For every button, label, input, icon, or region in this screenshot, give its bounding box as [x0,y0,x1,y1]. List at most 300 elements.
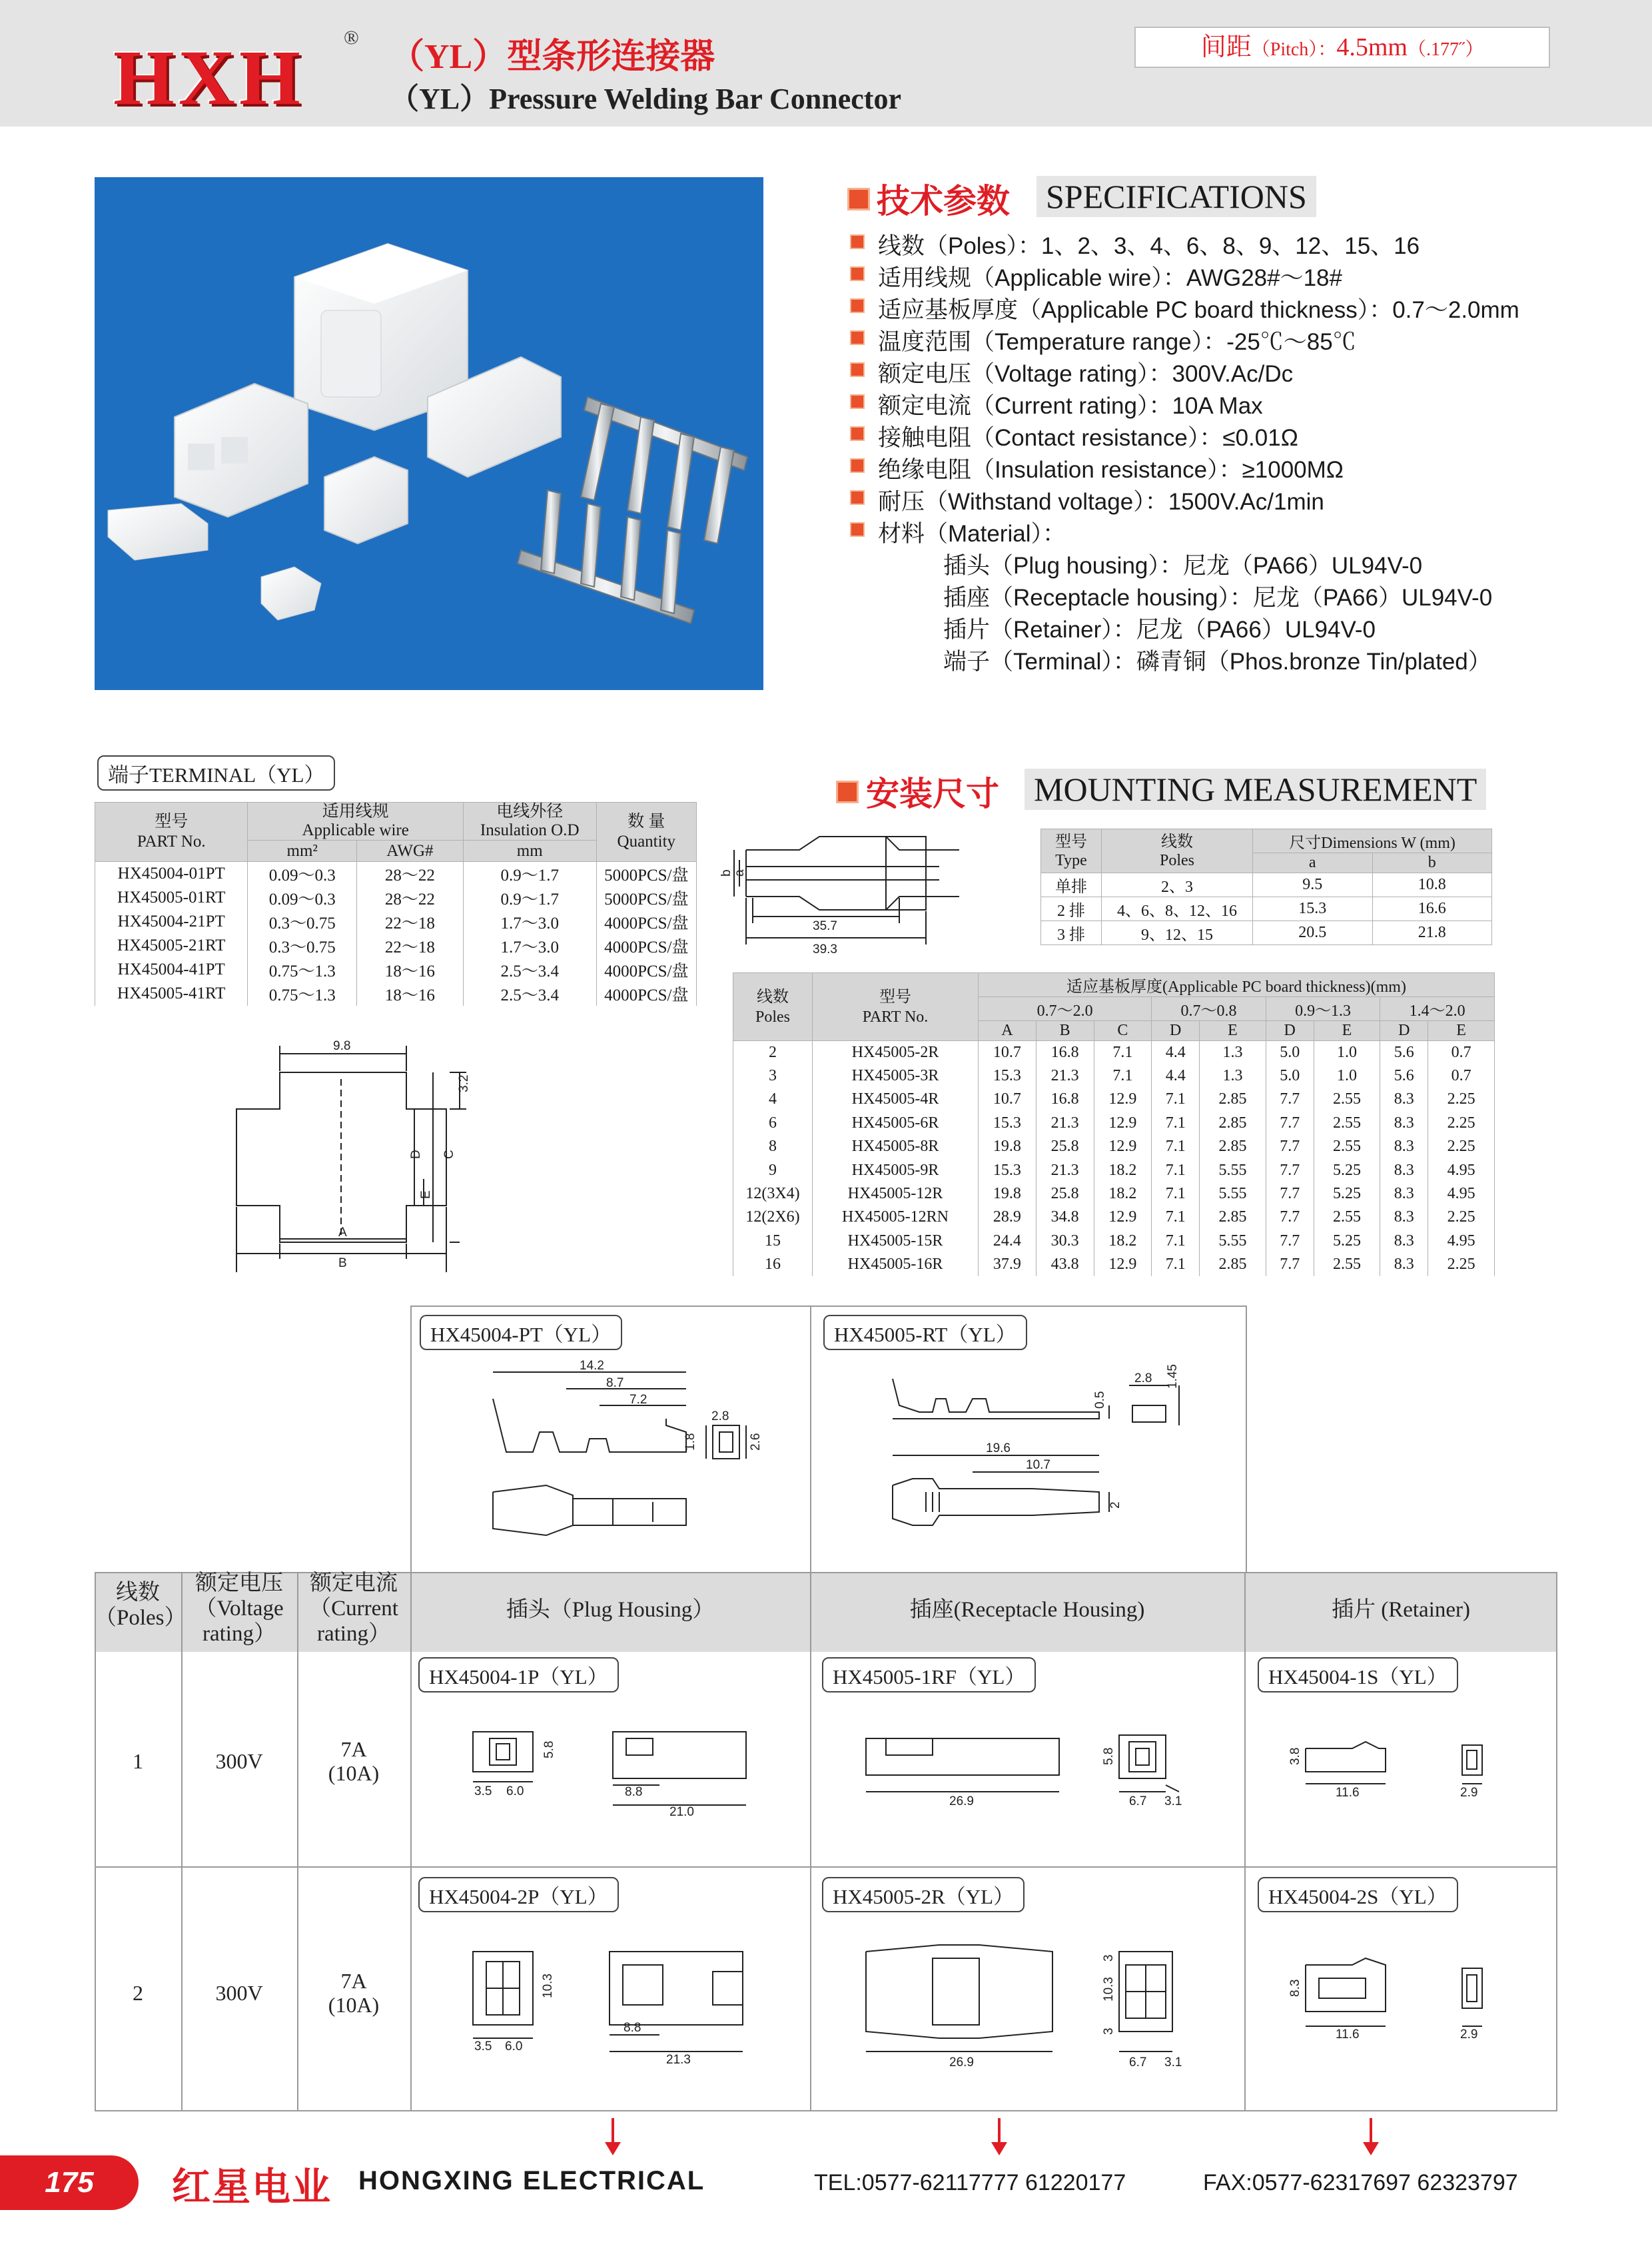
table-cell: 0.09～0.3 [248,862,357,887]
pitch-badge [1134,27,1550,68]
rt-dim-10.7: 10.7 [1026,1458,1050,1472]
table-cell: 8.3 [1380,1182,1428,1206]
table-cell: 7.7 [1266,1112,1314,1135]
rt-dim-0.5: 0.5 [1093,1391,1107,1409]
table-cell: 8.3 [1380,1088,1428,1111]
row1-receptacle-label: HX45005-1RF（YL） [822,1657,1036,1692]
table-row [733,1112,1495,1135]
table-cell: 5.0 [1266,1064,1314,1088]
table-cell: 7.7 [1266,1230,1314,1253]
row2-retainer-drawing [1286,1945,1525,2052]
table-cell: HX45005-15R [813,1230,979,1253]
pitch-value: 4.5mm [1336,33,1408,61]
products-header-voltage-cn: 额定电压 [195,1571,283,1595]
pcb-header-range-2: 0.9～1.3 [1266,997,1380,1021]
row1-plug-dim-4: 21.0 [669,1805,694,1818]
table-cell: 4、6、8、12、16 [1102,897,1253,921]
products-header-poles-en: （Poles） [95,1606,187,1630]
pcb-thickness-table [733,972,1495,1276]
table-cell: 7.7 [1266,1182,1314,1206]
pitch-label: （Pitch）： [1251,39,1337,60]
table-cell: 5000PCS/盘 [596,886,696,910]
table-cell: 2.25 [1428,1088,1495,1111]
table-cell: 1.3 [1200,1041,1266,1064]
table-cell: 0.7 [1428,1064,1495,1088]
side-dim-b: b [719,869,733,877]
row1-retainer-drawing [1286,1732,1525,1812]
layout-dim-3.2: 3.2 [457,1074,471,1092]
table-cell: 12(2X6) [733,1206,813,1229]
row2-voltage: 300V [215,1981,263,2005]
table-cell: 18.2 [1094,1182,1152,1206]
page-title-cn: （YL）型条形连接器 [390,38,715,76]
pcb-column-header: D [1266,1021,1314,1041]
table-cell: 5.0 [1266,1041,1314,1064]
row1-rec-dim-2: 6.7 [1129,1794,1147,1808]
terminal-header-mm2: mm² [248,841,357,862]
terminal-table [95,802,697,1006]
layout-dim-9.8: 9.8 [333,1039,351,1053]
table-cell: 18～16 [356,982,463,1006]
table-cell: 4000PCS/盘 [596,982,696,1006]
table-cell: 2.55 [1314,1112,1380,1135]
products-header-voltage [181,1571,297,1647]
pcb-header-range-3: 1.4～2.0 [1380,997,1495,1021]
spec-title-en: SPECIFICATIONS [1036,176,1316,217]
material-plug: 插头（Plug housing）：尼龙（PA66）UL94V-0 [943,553,1423,579]
table-cell: 8 [733,1135,813,1158]
row2-rec-dim-1: 10.3 [1102,1977,1116,2002]
table-cell: 8.3 [1380,1206,1428,1229]
table-cell: 2 排 [1041,897,1102,921]
pcb-column-header: C [1094,1021,1152,1041]
table-cell: 5.25 [1314,1230,1380,1253]
table-row [1041,897,1492,921]
table-row [733,1064,1495,1088]
spec-bullet [850,330,865,345]
dims-header-type [1041,829,1102,873]
terminal-header-wire-cn: 适用线规 [322,803,389,821]
side-dim-a: a [733,869,747,877]
table-cell: 16.8 [1036,1088,1094,1111]
table-cell: 4.95 [1428,1158,1495,1182]
table-cell: HX45005-21RT [95,934,248,958]
table-cell: 10.7 [979,1088,1036,1111]
table-cell: 15.3 [1253,897,1373,921]
table-row [733,1158,1495,1182]
table-cell: 2.25 [1428,1206,1495,1229]
table-cell: 单排 [1041,873,1102,897]
table-row [733,1230,1495,1253]
products-header-current-en1: （Current [309,1597,398,1621]
table-row [95,910,697,934]
page-title-en: （YL）Pressure Welding Bar Connector [390,83,901,115]
side-dim-39.3: 39.3 [813,942,837,956]
row2-ret-dim-0: 8.3 [1288,1979,1302,1997]
spec-bullet [850,362,865,377]
terminal-header-part-cn: 型号 [155,813,189,831]
spec-item-temperature: 温度范围（Temperature range）：-25℃～85℃ [878,329,1356,355]
terminal-header-wire [248,803,463,841]
registered-mark: ® [344,27,359,49]
products-header-voltage-en1: （Voltage [195,1597,284,1621]
dims-header-poles [1102,829,1253,873]
material-terminal: 端子（Terminal）：磷青铜（Phos.bronze Tin/plated） [943,649,1491,675]
products-header-voltage-en2: rating） [203,1622,276,1646]
material-receptacle: 插座（Receptacle housing）：尼龙（PA66）UL94V-0 [943,585,1493,611]
table-cell: 2.85 [1200,1112,1266,1135]
table-cell: 12.9 [1094,1112,1152,1135]
spec-section-marker [847,188,870,210]
table-cell: 2.25 [1428,1253,1495,1276]
rt-dim-2: 2 [1108,1501,1122,1509]
pcb-header-range-0: 0.7～2.0 [979,997,1152,1021]
dims-header-poles-cn: 线数 [1161,833,1193,851]
dimensions-table [1040,829,1492,945]
table-cell: HX45005-12RN [813,1206,979,1229]
table-cell: 10.8 [1372,873,1492,897]
table-row [733,1041,1495,1064]
pcb-column-header: A [979,1021,1036,1041]
pcb-header-range-1: 0.7～0.8 [1152,997,1266,1021]
table-cell: HX45005-41RT [95,982,248,1006]
row1-current-max: (10A) [328,1761,380,1785]
table-cell: HX45005-01RT [95,886,248,910]
pcb-column-header: B [1036,1021,1094,1041]
table-cell: 19.8 [979,1135,1036,1158]
table-cell: 2.55 [1314,1135,1380,1158]
table-cell: 4000PCS/盘 [596,958,696,982]
table-cell: 15 [733,1230,813,1253]
table-cell: 5.55 [1200,1158,1266,1182]
pcb-column-header: E [1200,1021,1266,1041]
product-photo-illustration [95,177,763,690]
spec-item-contact-resistance: 接触电阻（Contact resistance）：≤0.01Ω [878,425,1298,451]
layout-dim-C: C [442,1150,456,1159]
row1-voltage: 300V [215,1749,263,1773]
table-row [1041,921,1492,945]
pt-dim-2.8: 2.8 [711,1409,729,1423]
spec-item-wire: 适用线规（Applicable wire）：AWG28#～18# [878,265,1342,291]
spec-bullet [850,458,865,473]
pcb-header-part-cn: 型号 [879,988,911,1006]
row2-plug-dim-1: 3.5 [474,2040,492,2054]
table-cell: 4.4 [1152,1041,1200,1064]
table-cell: 0.9～1.7 [463,862,596,887]
telephone: TEL:0577-62117777 61220177 [814,2170,1126,2195]
table-cell: 1.7～3.0 [463,934,596,958]
table-cell: 2.55 [1314,1088,1380,1111]
row1-plug-drawing [460,1718,766,1818]
mounting-side-drawing [719,823,1039,956]
row1-poles: 1 [133,1749,143,1773]
page-number: 175 [0,2155,139,2210]
row2-current-max: (10A) [328,1993,380,2017]
table-cell: 9、12、15 [1102,921,1253,945]
table-row [733,1088,1495,1111]
mounting-title-en: MOUNTING MEASUREMENT [1025,769,1486,810]
products-header-retainer: 插片 (Retainer) [1331,1598,1470,1622]
table-cell: 2.5～3.4 [463,982,596,1006]
terminal-drawings-divider [810,1306,811,1572]
table-cell: 43.8 [1036,1253,1094,1276]
spec-bullet [850,394,865,409]
down-arrow-icon [1358,2118,1384,2158]
table-row [1041,873,1492,897]
table-cell: 0.9～1.7 [463,886,596,910]
row1-plug-dim-2: 6.0 [506,1784,524,1798]
mounting-section-marker [836,781,859,803]
row2-rec-dim-0: 3 [1102,1954,1116,1962]
pcb-table-body [733,1041,1495,1277]
table-cell: 1.7～3.0 [463,910,596,934]
pcb-column-header: E [1314,1021,1380,1041]
terminal-table-body [95,862,697,1006]
dims-header-b: b [1372,853,1492,873]
table-row [95,982,697,1006]
row2-plug-label: HX45004-2P（YL） [418,1877,619,1912]
table-cell: 28～22 [356,862,463,887]
row2-current-value: 7A [340,1969,367,1993]
terminal-header-part-en: PART No. [137,833,206,851]
table-cell: 4000PCS/盘 [596,910,696,934]
row2-plug-dim-2: 6.0 [505,2040,523,2054]
pt-dim-14.2: 14.2 [580,1359,604,1373]
layout-dim-E: E [419,1190,433,1199]
row1-ret-dim-1: 11.6 [1336,1786,1360,1800]
table-cell: 12.9 [1094,1206,1152,1229]
rt-terminal-label: HX45005-RT（YL） [823,1315,1027,1350]
dims-header-type-cn: 型号 [1055,833,1087,851]
table-cell: 7.7 [1266,1135,1314,1158]
spec-bullet [850,490,865,505]
table-row [95,862,697,887]
table-cell: 21.8 [1372,921,1492,945]
table-cell: 2.85 [1200,1206,1266,1229]
pt-dim-8.7: 8.7 [606,1376,624,1390]
table-cell: 7.1 [1152,1182,1200,1206]
row1-ret-dim-0: 3.8 [1288,1747,1302,1765]
row1-plug-label: HX45004-1P（YL） [418,1657,619,1692]
terminal-header-qty-en: Quantity [617,833,676,851]
row2-plug-dim-4: 21.3 [666,2053,691,2065]
table-cell: 5.25 [1314,1158,1380,1182]
brand-logo: HXH [113,34,304,121]
dims-header-type-en: Type [1055,851,1087,869]
table-row [95,886,697,910]
pcb-header-poles-en: Poles [755,1008,790,1026]
table-cell: HX45005-6R [813,1112,979,1135]
mounting-title-cn: 安装尺寸 [866,775,999,813]
table-cell: 6 [733,1112,813,1135]
terminal-header-wire-en: Applicable wire [302,821,409,839]
rt-dim-1.45: 1.45 [1166,1364,1180,1389]
terminal-header-od [463,803,596,841]
row1-retainer-label: HX45004-1S（YL） [1258,1657,1458,1692]
table-cell: 4000PCS/盘 [596,934,696,958]
table-cell: 7.1 [1152,1206,1200,1229]
table-cell: 37.9 [979,1253,1036,1276]
table-cell: 24.4 [979,1230,1036,1253]
spec-item-pcb: 适应基板厚度（Applicable PC board thickness）：0.7～2.0mm [878,297,1519,323]
table-cell: 9 [733,1158,813,1182]
table-cell: 21.3 [1036,1112,1094,1135]
table-cell: 5.25 [1314,1182,1380,1206]
table-cell: 1.0 [1314,1064,1380,1088]
products-col-line [810,1572,811,2111]
spec-bullet [850,234,865,249]
products-header-current-en2: rating） [317,1622,390,1646]
table-cell: 7.7 [1266,1206,1314,1229]
table-cell: 8.3 [1380,1253,1428,1276]
table-cell: 18～16 [356,958,463,982]
table-cell: 15.3 [979,1064,1036,1088]
table-row [733,1182,1495,1206]
row2-current [297,1969,410,2017]
table-cell: 2 [733,1041,813,1064]
row1-ret-dim-2: 2.9 [1460,1786,1478,1800]
row1-plug-dim-0: 5.8 [542,1740,556,1758]
row2-rec-dim-2: 3 [1102,2028,1116,2035]
table-cell: 7.1 [1152,1088,1200,1111]
table-cell: 12(3X4) [733,1182,813,1206]
table-cell: 10.7 [979,1041,1036,1064]
pcb-header-poles-cn: 线数 [757,988,789,1006]
table-cell: 25.8 [1036,1135,1094,1158]
table-cell: 5.6 [1380,1064,1428,1088]
spec-item-withstand: 耐压（Withstand voltage）：1500V.Ac/1min [878,489,1324,515]
table-cell: 7.7 [1266,1253,1314,1276]
table-cell: 2.25 [1428,1112,1495,1135]
table-cell: 7.1 [1152,1112,1200,1135]
table-cell: 0.3～0.75 [248,934,357,958]
row2-rec-dim-5: 3.1 [1164,2055,1182,2069]
table-cell: HX45005-16R [813,1253,979,1276]
table-cell: 8.3 [1380,1230,1428,1253]
products-col-line [297,1572,298,2111]
pcb-header-poles [733,973,813,1041]
table-cell: HX45004-21PT [95,910,248,934]
table-cell: 0.75～1.3 [248,982,357,1006]
row2-plug-dim-3: 8.8 [623,2021,641,2035]
table-cell: 7.1 [1152,1230,1200,1253]
table-cell: HX45005-4R [813,1088,979,1111]
pt-dim-2.6: 2.6 [749,1433,763,1451]
pitch-inch: （.177˝） [1407,39,1484,60]
pt-dim-7.2: 7.2 [629,1393,647,1407]
layout-dim-A: A [338,1226,347,1240]
table-cell: 7.1 [1152,1253,1200,1276]
table-cell: 0.7 [1428,1041,1495,1064]
table-cell: 3 排 [1041,921,1102,945]
dims-header-a: a [1253,853,1373,873]
table-cell: 2、3 [1102,873,1253,897]
table-cell: HX45004-41PT [95,958,248,982]
table-cell: 0.3～0.75 [248,910,357,934]
row2-plug-dim-0: 10.3 [541,1974,555,1998]
products-row-line [95,1866,1557,1868]
table-cell: 18.2 [1094,1158,1152,1182]
row2-receptacle-drawing [859,1925,1206,2078]
pcb-column-header: D [1152,1021,1200,1041]
dimensions-table-body [1041,873,1492,945]
spec-item-insulation: 绝缘电阻（Insulation resistance）：≥1000MΩ [878,457,1344,483]
table-cell: 2.55 [1314,1253,1380,1276]
row1-rec-dim-0: 26.9 [949,1794,974,1808]
table-cell: 2.85 [1200,1088,1266,1111]
table-row [733,1206,1495,1229]
fax: FAX:0577-62317697 62323797 [1203,2170,1518,2195]
products-header-poles-cn: 线数 [116,1581,160,1605]
pcb-layout-drawing [226,1039,493,1279]
table-cell: 4.95 [1428,1230,1495,1253]
spec-title-cn: 技术参数 [877,183,1010,220]
table-cell: 4.4 [1152,1064,1200,1088]
table-cell: HX45005-9R [813,1158,979,1182]
table-cell: 15.3 [979,1158,1036,1182]
spec-bullet [850,266,865,281]
table-cell: HX45005-8R [813,1135,979,1158]
pcb-header-part [813,973,979,1041]
row1-plug-dim-1: 3.5 [474,1784,492,1798]
pt-terminal-label: HX45004-PT（YL） [420,1315,622,1350]
layout-dim-D: D [409,1150,423,1159]
products-col-line [1244,1572,1246,2111]
products-header-plug: 插头（Plug Housing） [506,1598,715,1622]
terminal-header-mm: mm [463,841,596,862]
down-arrow-icon [600,2118,626,2158]
table-cell: 19.8 [979,1182,1036,1206]
table-cell: 4.95 [1428,1182,1495,1206]
table-cell: 7.1 [1152,1135,1200,1158]
table-cell: 28.9 [979,1206,1036,1229]
table-cell: HX45005-2R [813,1041,979,1064]
side-dim-35.7: 35.7 [813,919,837,933]
table-row [733,1135,1495,1158]
spec-item-material: 材料（Material）： [878,521,1066,547]
row2-rec-dim-4: 6.7 [1129,2055,1147,2069]
rt-dim-19.6: 19.6 [986,1441,1011,1455]
products-header-current [297,1571,410,1647]
table-cell: 1.0 [1314,1041,1380,1064]
table-cell: 2.25 [1428,1135,1495,1158]
pcb-header-main: 适应基板厚度(Applicable PC board thickness)(mm) [979,973,1495,997]
row2-retainer-label: HX45004-2S（YL） [1258,1877,1458,1912]
pcb-column-header: E [1428,1021,1495,1041]
products-header-poles [95,1580,187,1631]
table-cell: 21.3 [1036,1158,1094,1182]
table-cell: HX45004-01PT [95,862,248,887]
table-cell: 0.75～1.3 [248,958,357,982]
table-cell: 34.8 [1036,1206,1094,1229]
table-cell: 30.3 [1036,1230,1094,1253]
table-cell: 8.3 [1380,1135,1428,1158]
table-cell: 12.9 [1094,1135,1152,1158]
table-cell: 7.7 [1266,1158,1314,1182]
spec-item-current: 额定电流（Current rating）：10A Max [878,393,1263,419]
products-col-line [410,1572,412,2111]
table-cell: 7.7 [1266,1088,1314,1111]
table-cell: HX45005-12R [813,1182,979,1206]
table-cell: 1.3 [1200,1064,1266,1088]
table-cell: 16.8 [1036,1041,1094,1064]
layout-dim-B: B [338,1256,347,1270]
table-cell: 8.3 [1380,1112,1428,1135]
brand-name-en: HONGXING ELECTRICAL [358,2166,705,2195]
table-cell: 15.3 [979,1112,1036,1135]
table-cell: 2.85 [1200,1135,1266,1158]
pcb-column-header: D [1380,1021,1428,1041]
